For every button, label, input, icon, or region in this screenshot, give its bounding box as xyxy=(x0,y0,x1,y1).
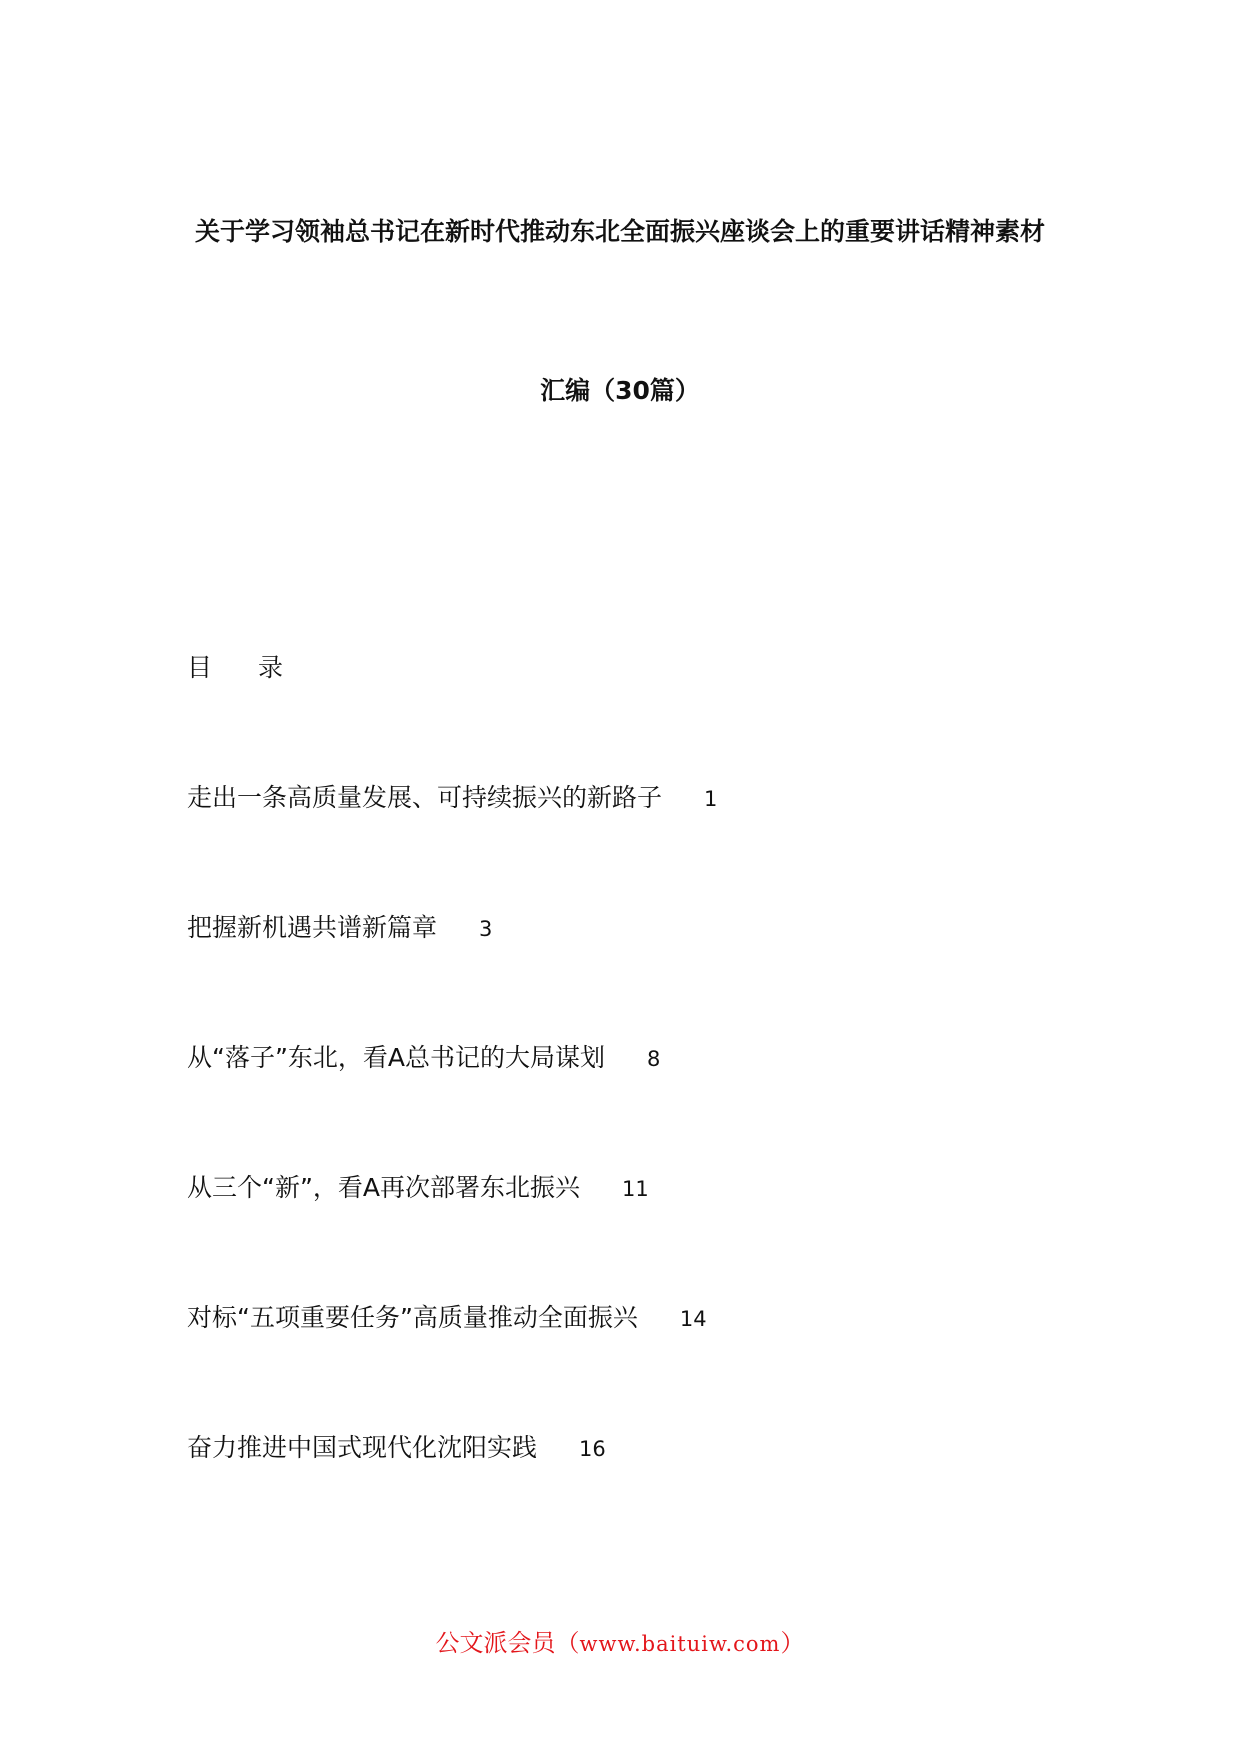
footer-prefix: 公文派会员（ xyxy=(435,1629,580,1657)
toc-item-page: 16 xyxy=(579,1437,606,1461)
toc-item-title: 奋力推进中国式现代化沈阳实践 xyxy=(187,1433,538,1462)
footer-suffix: ） xyxy=(780,1629,805,1657)
footer-watermark xyxy=(0,1623,1240,1658)
toc-item-title: 走出一条高质量发展、可持续振兴的新路子 xyxy=(187,783,663,812)
toc-item[interactable] xyxy=(187,1168,717,1298)
toc-item-page: 1 xyxy=(704,787,718,811)
toc-item-page: 14 xyxy=(679,1307,707,1331)
toc-item-page: 3 xyxy=(479,917,493,941)
toc-item-page: 11 xyxy=(622,1177,649,1201)
toc-item[interactable] xyxy=(187,1298,717,1428)
footer-url-link[interactable]: www.baituiw.com xyxy=(579,1632,781,1656)
toc-item-title: 对标“五项重要任务”高质量推动全面振兴 xyxy=(187,1303,638,1332)
toc-heading-right: 录 xyxy=(258,653,284,682)
document-subtitle: 汇编（30篇） xyxy=(540,376,700,405)
toc-heading-left: 目 xyxy=(187,653,213,682)
toc-item-title: 从三个“新”，看A再次部署东北振兴 xyxy=(187,1173,581,1202)
toc-list xyxy=(187,778,717,1558)
toc-item[interactable] xyxy=(187,778,717,908)
toc-item[interactable] xyxy=(187,1038,717,1168)
toc-item-page: 8 xyxy=(647,1047,661,1071)
toc-item-title: 从“落子”东北，看A总书记的大局谋划 xyxy=(187,1043,606,1072)
toc-heading xyxy=(187,648,283,684)
toc-item[interactable] xyxy=(187,1428,717,1558)
document-title: 关于学习领袖总书记在新时代推动东北全面振兴座谈会上的重要讲话精神素材 xyxy=(194,217,1045,246)
toc-item[interactable] xyxy=(187,908,717,1038)
toc-item-title: 把握新机遇共谱新篇章 xyxy=(187,913,438,942)
